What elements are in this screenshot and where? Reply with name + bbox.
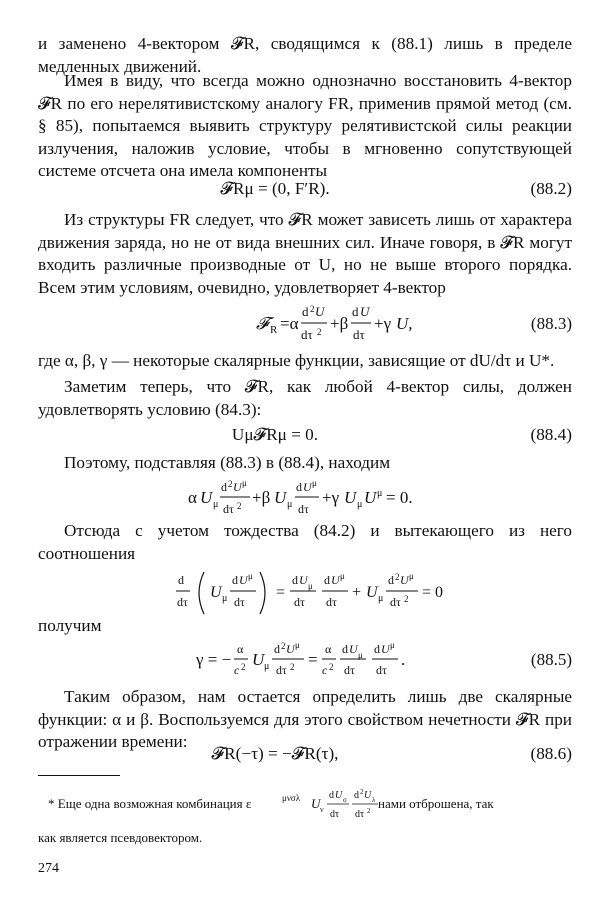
svg-text:dτ: dτ (376, 663, 387, 677)
svg-text:dτ: dτ (298, 502, 309, 516)
svg-text:μ: μ (248, 571, 253, 581)
svg-text:μ: μ (358, 650, 363, 660)
svg-text:U: U (239, 573, 248, 587)
paragraph-identity: Отсюда с учетом тождества (84.2) и вытекающего из него соотношения (38, 521, 572, 563)
svg-text:2: 2 (360, 788, 364, 796)
footnote-text-b: нами отброшена, так (378, 796, 494, 811)
equation-88-4-body: Uμ𝓕Rμ = 0. (231, 425, 319, 444)
svg-text:d: d (221, 480, 227, 494)
svg-text:U: U (349, 642, 358, 656)
svg-text:d: d (352, 304, 359, 319)
svg-text:U: U (400, 573, 409, 587)
svg-text:+γ: +γ (322, 488, 340, 507)
svg-text:d: d (296, 480, 302, 494)
svg-text:μ: μ (409, 571, 414, 581)
svg-text:= 0: = 0 (422, 584, 444, 601)
svg-text:μ: μ (242, 478, 247, 488)
svg-text:μ: μ (357, 499, 363, 510)
equation-identity (38, 566, 572, 622)
svg-text:d: d (232, 573, 238, 587)
paragraph-continuation: и заменено 4-вектором 𝓕R, сводящимся к (88.1) лишь в пределе медленных движений. (38, 34, 572, 76)
paragraph-structure: Из структуры FR следует, что 𝓕R может зависеть лишь от характера движения заряда, но не от вида внешних сил. Иначе говоря, в 𝓕R могут входить различные производные от U, но не выше второго порядка. Всем этим условиям, очевидно, удовлетворяет 4-вектор (38, 210, 572, 297)
svg-text:μ: μ (378, 593, 384, 604)
svg-text:2: 2 (395, 572, 400, 582)
equation-number-88-6: (88.6) (530, 744, 572, 763)
svg-text:U: U (274, 488, 287, 507)
svg-text:U: U (364, 488, 377, 507)
svg-text:μ: μ (377, 488, 383, 499)
svg-text:dτ: dτ (177, 595, 188, 609)
svg-text:2: 2 (404, 594, 409, 604)
equation-88-5 (38, 636, 572, 686)
svg-text:U: U (331, 573, 340, 587)
svg-text:=: = (308, 650, 318, 669)
svg-text:μ: μ (295, 640, 300, 650)
equation-88-6-body: 𝓕R(−τ) = −𝓕R(τ), (211, 744, 339, 763)
svg-text:U: U (344, 488, 357, 507)
page-number: 274 (38, 861, 59, 876)
equation-number-88-3: (88.3) (530, 314, 572, 333)
svg-text:.: . (401, 650, 406, 669)
svg-text:U: U (303, 480, 312, 494)
svg-text:dτ: dτ (276, 663, 287, 677)
svg-text:μ: μ (390, 640, 395, 650)
svg-text:dτ: dτ (330, 809, 340, 820)
paragraph-substitution: Поэтому, подставляя (88.3) в (88.4), находим (64, 453, 391, 472)
svg-text:U: U (286, 642, 295, 656)
svg-text:+γ: +γ (374, 314, 392, 333)
svg-text:α: α (325, 642, 332, 656)
svg-text:dτ: dτ (234, 595, 245, 609)
footnote-text-a: * Еще одна возможная комбинация ε (48, 796, 252, 811)
svg-text:U: U (299, 573, 308, 587)
svg-text:dτ: dτ (355, 809, 365, 820)
svg-text:2: 2 (290, 662, 295, 672)
svg-text:d: d (302, 304, 309, 319)
svg-text:α: α (237, 642, 244, 656)
svg-text:𝓕: 𝓕 (256, 314, 269, 333)
svg-text:= 0.: = 0. (386, 488, 413, 507)
paragraph-parity: Таким образом, нам остается определить лишь две скалярные функции: α и β. Воспользуемся для этого свойством нечетности 𝓕R при отражении времени: (38, 687, 572, 752)
svg-text:U: U (233, 480, 242, 494)
svg-text:dτ: dτ (294, 595, 305, 609)
footnote-line-2: как является псевдовектором. (38, 830, 203, 845)
svg-text:γ = −: γ = − (196, 650, 232, 669)
svg-text:ν: ν (320, 805, 324, 814)
svg-text:U: U (252, 650, 265, 669)
svg-text:μ: μ (264, 661, 270, 672)
svg-text:d: d (388, 573, 394, 587)
svg-text:2: 2 (228, 479, 233, 489)
svg-text:d: d (354, 790, 359, 801)
paragraph-method: Имея в виду, что всегда можно однозначно восстановить 4-вектор 𝓕R по его нерелятивистскому аналогу FR, применив прямой метод (см. § 85), попытаемся выявить структуру релятивистской силы реакции излучения, наложив условие, чтобы в мгновенно сопутствующей системе отсчета она имела компоненты (38, 71, 572, 181)
svg-text:dτ: dτ (223, 502, 234, 516)
svg-text:U: U (335, 790, 343, 801)
svg-text:λ: λ (372, 796, 376, 804)
svg-text:μ: μ (308, 581, 313, 591)
svg-text:U: U (315, 304, 325, 319)
svg-text:2: 2 (310, 304, 315, 314)
svg-text:2: 2 (317, 327, 322, 337)
svg-text:=: = (276, 584, 286, 601)
equation-number-88-2: (88.2) (530, 179, 572, 198)
svg-text:U: U (200, 488, 213, 507)
equation-number-88-5: (88.5) (530, 650, 572, 669)
svg-text:c: c (322, 663, 328, 677)
equation-number-88-4: (88.4) (530, 425, 572, 444)
svg-text:R: R (270, 324, 278, 336)
paragraph-obtain: получим (38, 616, 102, 635)
svg-text:d: d (342, 642, 348, 656)
svg-text:μ: μ (287, 499, 293, 510)
svg-text:2: 2 (367, 807, 371, 815)
svg-text:+β: +β (252, 488, 271, 507)
svg-text:2: 2 (241, 662, 246, 672)
svg-text:d: d (374, 642, 380, 656)
svg-text:dτ: dτ (390, 595, 401, 609)
equation-88-2-body: 𝓕Rμ = (0, F′R). (220, 179, 330, 198)
svg-text:dτ: dτ (326, 595, 337, 609)
svg-text:U: U (381, 642, 390, 656)
svg-text:d: d (178, 573, 184, 587)
svg-text:+: + (352, 584, 362, 601)
equation-substituted (38, 476, 572, 522)
svg-text:d: d (324, 573, 330, 587)
svg-text:μ: μ (340, 571, 345, 581)
svg-text:=α: =α (280, 314, 299, 333)
svg-text:μ: μ (312, 478, 317, 488)
svg-text:μ: μ (213, 499, 219, 510)
svg-text:d: d (292, 573, 298, 587)
svg-text:μνσλ: μνσλ (282, 793, 301, 803)
svg-text:c: c (234, 663, 240, 677)
paragraph-condition: Заметим теперь, что 𝓕R, как любой 4-вектор силы, должен удовлетворять условию (84.3): (38, 377, 572, 419)
footnote-rule (38, 775, 120, 776)
svg-text:+β: +β (330, 314, 349, 333)
svg-text:U,: U, (396, 314, 413, 333)
svg-text:U: U (360, 304, 370, 319)
svg-text:2: 2 (281, 641, 286, 651)
svg-text:d: d (329, 790, 334, 801)
svg-text:U: U (364, 790, 372, 801)
paragraph-scalars: где α, β, γ — некоторые скалярные функции, зависящие от dU/dτ и U*. (38, 351, 555, 370)
footnote-line-1 (38, 786, 572, 826)
svg-text:dτ: dτ (344, 663, 355, 677)
svg-text:dτ: dτ (301, 327, 313, 342)
svg-text:α: α (188, 488, 197, 507)
svg-text:U: U (311, 796, 321, 811)
svg-text:U: U (210, 584, 222, 601)
svg-text:σ: σ (343, 796, 347, 804)
svg-text:μ: μ (222, 593, 228, 604)
svg-text:d: d (274, 642, 280, 656)
svg-text:U: U (366, 584, 378, 601)
svg-text:2: 2 (329, 662, 334, 672)
equation-88-3 (38, 300, 572, 348)
svg-text:2: 2 (237, 501, 242, 511)
equation-88-6 (38, 743, 572, 783)
svg-text:dτ: dτ (353, 327, 365, 342)
